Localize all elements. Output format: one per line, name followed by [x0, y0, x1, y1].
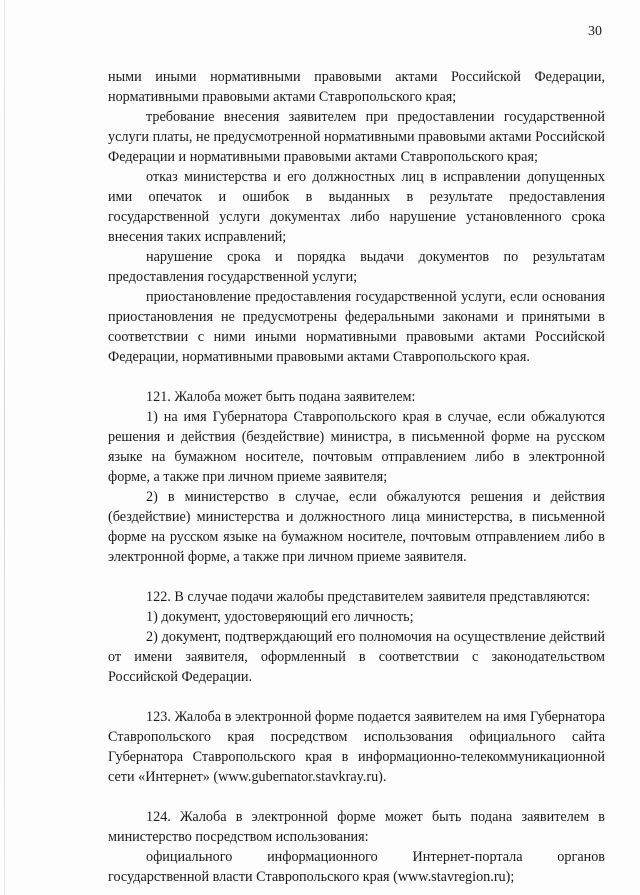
clause-124-item-portal: официального информационного Интернет-портала органов государственной власти Ставропольского края (www.stavregion.ru); [108, 849, 605, 885]
clause-124-heading: 124. Жалоба в электронной форме может быть подана заявителем в министерство посредством использования: [108, 809, 605, 845]
clause-121-heading: 121. Жалоба может быть подана заявителем: [146, 389, 416, 405]
clause-123: 123. Жалоба в электронной форме подается заявителем на имя Губернатора Ставропольского края посредством использования официального сайта Губернатора Ставропольского края в информационно-телекоммуникационной сети «Интернет» (www.gubernator.stavkray.ru). [108, 709, 605, 785]
clause-122-item-1: 1) документ, удостоверяющий его личность; [146, 609, 414, 625]
clause-122-item-2: 2) документ, подтверждающий его полномочия на осуществление действий от имени заявителя, оформленный в соответствии с законодательством Российской Федерации. [108, 629, 605, 685]
paragraph-issuance-violation: нарушение срока и порядка выдачи документов по результатам предоставления государственной услуги; [108, 249, 605, 285]
clause-122-heading: 122. В случае подачи жалобы представителем заявителя представляются: [146, 589, 591, 605]
clause-121-item-2: 2) в министерство в случае, если обжалуются решения и действия (бездействие) министерства и должностного лица министерства, в письменной форме на русском языке на бумажном носителе, почтовым отправлением либо в электронной форме, а также при личном приеме заявителя. [108, 489, 605, 565]
paragraph-suspension: приостановление предоставления государственной услуги, если основания приостановления не предусмотрены федеральными законами и принятыми в соответствии с ними иными нормативными правовыми актами Российской Федерации, нормативными правовыми актами Ставропольского края. [108, 289, 605, 365]
document-body [108, 67, 605, 887]
scan-edge [4, 0, 5, 895]
clause-121-item-1: 1) на имя Губернатора Ставропольского края в случае, если обжалуются решения и действия (бездействие) министра, в письменной форме на русском языке на бумажном носителе, почтовым отправлением либо в электронной форме, а также при личном приеме заявителя; [108, 409, 605, 485]
paragraph-continuation: ными иными нормативными правовыми актами Российской Федерации, нормативными правовыми актами Ставропольского края; [108, 69, 605, 105]
paragraph-fee-requirement: требование внесения заявителем при предоставлении государственной услуги платы, не предусмотренной нормативными правовыми актами Российской Федерации и нормативными правовыми актами Ставропольского края; [108, 109, 605, 165]
page-number: 30 [588, 24, 602, 39]
paragraph-correction-refusal: отказ министерства и его должностных лиц в исправлении допущенных ими опечаток и ошибок в выданных в результате предоставления государственной услуги документах либо нарушение установленного срока внесения таких исправлений; [108, 169, 605, 245]
